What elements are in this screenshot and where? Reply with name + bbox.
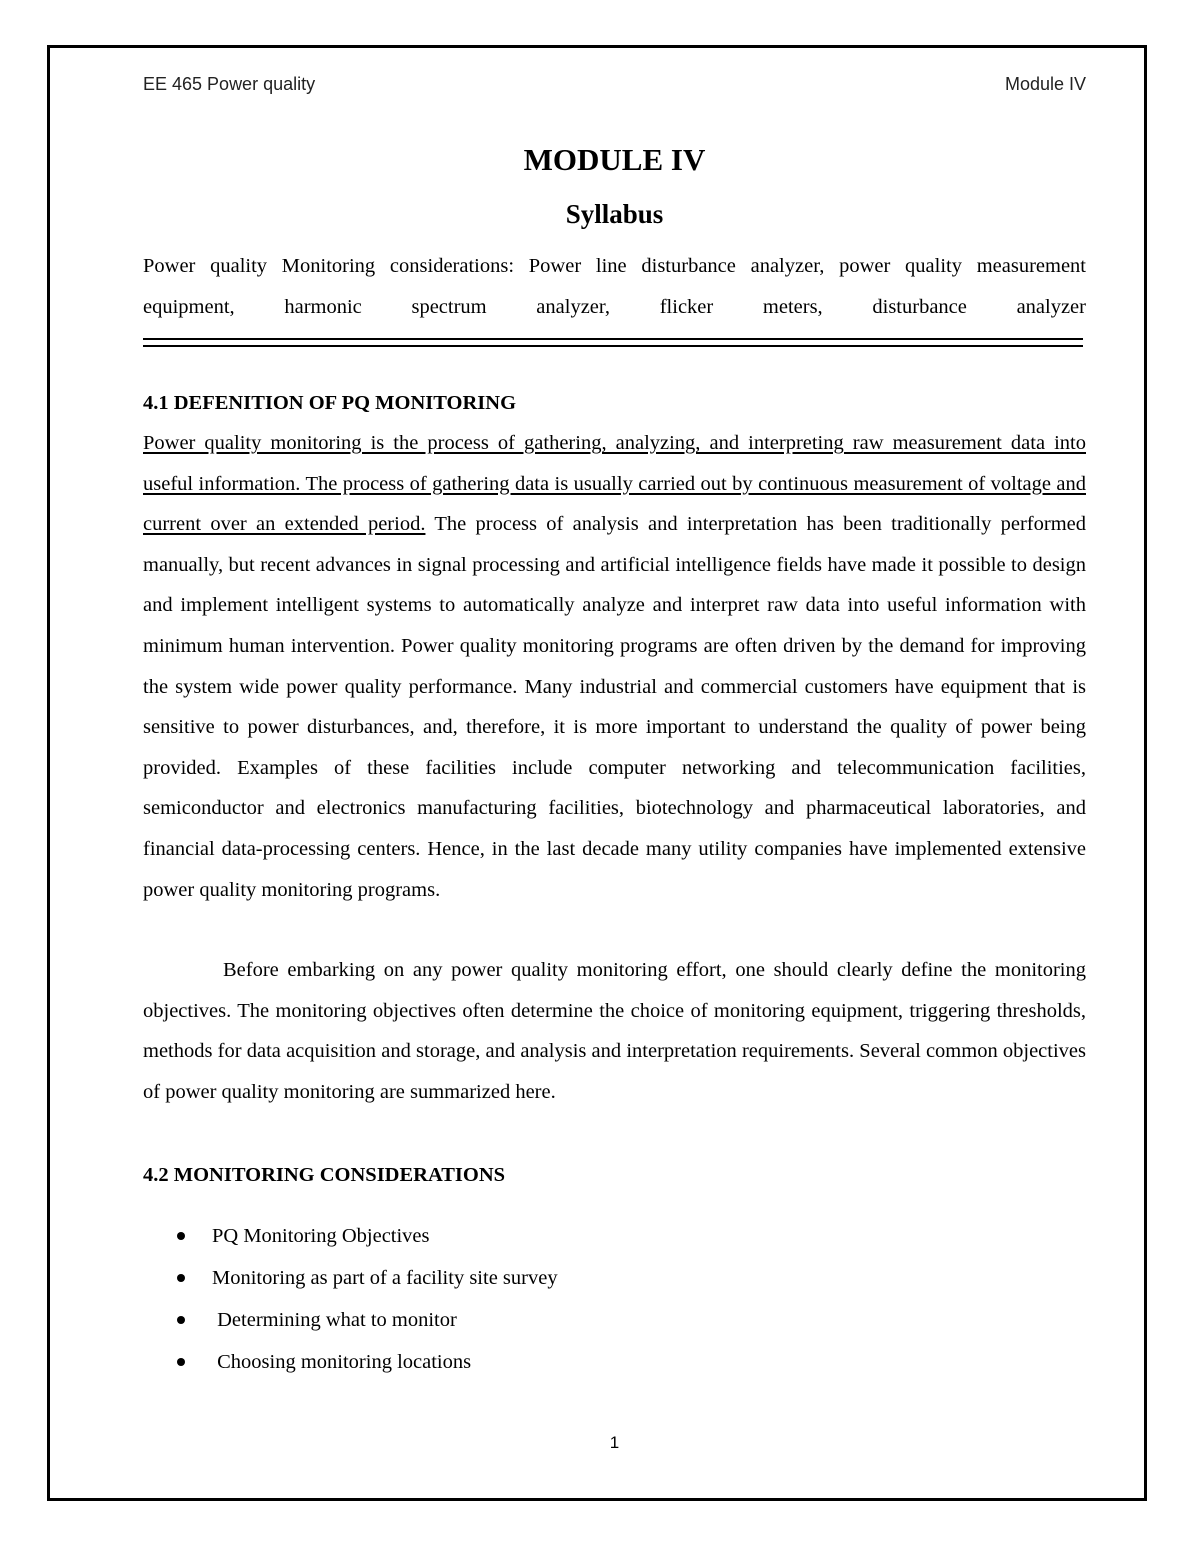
double-line-separator: [143, 338, 1083, 347]
section-heading-4-1: 4.1 DEFENITION OF PQ MONITORING: [143, 392, 517, 414]
section-heading-4-2: 4.2 MONITORING CONSIDERATIONS: [143, 1164, 506, 1186]
underlined-definition-text: Power quality monitoring is the process of gathering, analyzing, and interpreting raw measurement data into useful information. The process of gathering data is usually carried out by continuous measurement of voltage and current over an extended period.: [143, 432, 1086, 536]
list-item-text: Monitoring as part of a facility site survey: [212, 1267, 558, 1289]
bullet-icon: [177, 1232, 185, 1240]
header-course-title: EE 465 Power quality: [143, 74, 316, 94]
paragraph-definition: [143, 423, 1086, 910]
bullet-icon: [177, 1274, 185, 1282]
bullet-icon: [177, 1358, 185, 1366]
list-item: [143, 1257, 1086, 1299]
page-number: 1: [609, 1433, 620, 1452]
paragraph-objectives: [143, 950, 1086, 1112]
list-item-text: Choosing monitoring locations: [212, 1351, 472, 1373]
list-item: [143, 1215, 1086, 1257]
running-header: [143, 74, 1086, 100]
list-item: [143, 1341, 1086, 1383]
considerations-list: [143, 1215, 1086, 1383]
list-item-text: PQ Monitoring Objectives: [212, 1225, 430, 1247]
definition-body-text: The process of analysis and interpretation has been traditionally performed manually, but recent advances in signal processing and artificial intelligence fields have made it possible to design and implement intelligent systems to automatically analyze and interpret raw data into useful information with minimum human intervention. Power quality monitoring programs are often driven by the demand for improving the system wide power quality performance. Many industrial and commercial customers have equipment that is sensitive to power disturbances, and, therefore, it is more important to understand the quality of power being provided. Examples of these facilities include computer networking and telecommunication facilities, semiconductor and electronics manufacturing facilities, biotechnology and pharmaceutical laboratories, and financial data-processing centers. Hence, in the last decade many utility companies have implemented extensive power quality monitoring programs.: [143, 513, 1087, 901]
bullet-icon: [177, 1316, 185, 1324]
syllabus-heading: Syllabus: [565, 199, 664, 229]
objectives-body-text: Before embarking on any power quality monitoring effort, one should clearly define the monitoring objectives. The monitoring objectives often determine the choice of monitoring equipment, triggering thresholds, methods for data acquisition and storage, and analysis and interpretation requirements. Several common objectives of power quality monitoring are summarized here.: [143, 959, 1086, 1103]
page-title: MODULE IV: [523, 142, 706, 177]
syllabus-text: Power quality Monitoring considerations: Power line disturbance analyzer, power quality measurement equipment, harmonic spectrum analyzer, flicker meters, disturbance analyzer: [143, 255, 1086, 318]
list-item-text: Determining what to monitor: [212, 1309, 457, 1331]
list-item: [143, 1299, 1086, 1341]
header-module-label: Module IV: [1004, 74, 1086, 94]
